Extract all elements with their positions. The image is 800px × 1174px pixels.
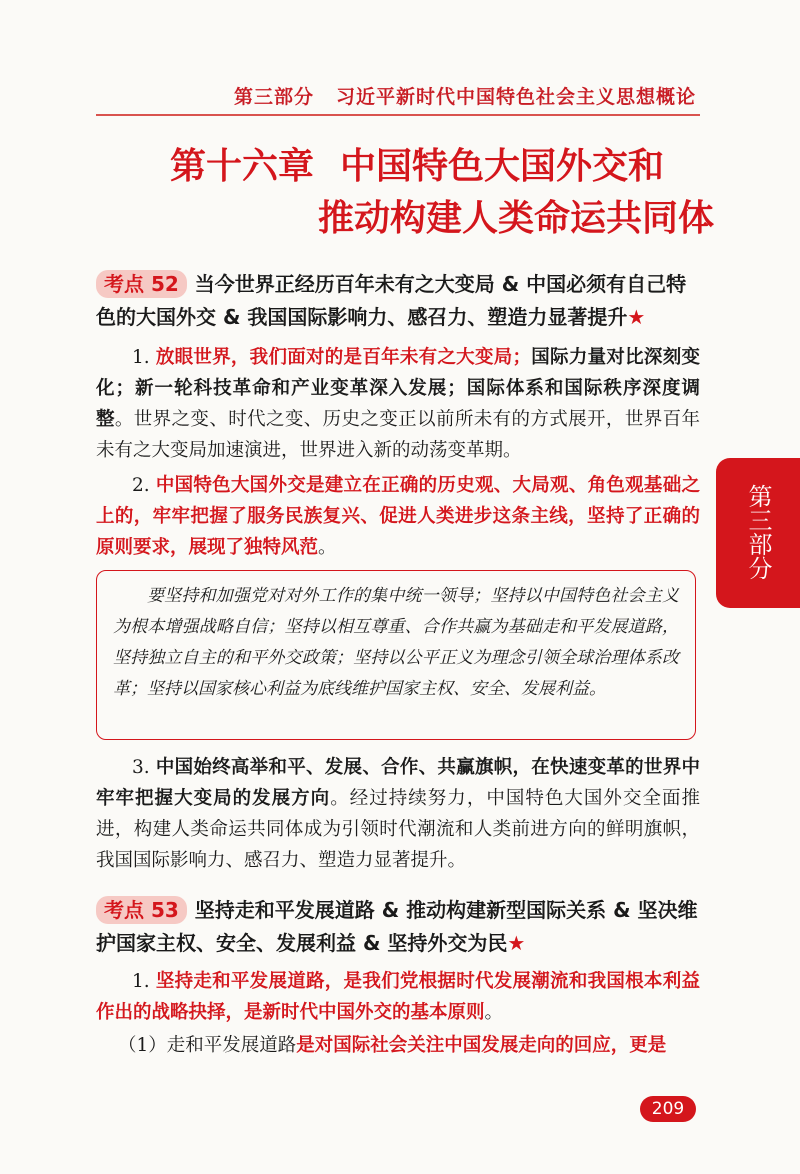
kp52-para-3: 3. 中国始终高举和平、发展、合作、共赢旗帜，在快速变革的世界中牢牢把握大变局的发展方向。经过持续努力，中国特色大国外交全面推进，构建人类命运共同体成为引领时代潮流和人类前进方向的鲜明旗帜，我国国际影响力、感召力、塑造力显著提升。 xyxy=(96,757,700,871)
kp53-p1-highlight: 坚持走和平发展道路，是我们党根据时代发展潮流和我国根本利益作出的战略抉择，是新时代中国外交的基本原则 xyxy=(96,971,700,1023)
star-icon: ★ xyxy=(627,305,646,329)
header-title: 习近平新时代中国特色社会主义思想概论 xyxy=(335,86,696,108)
star-icon: ★ xyxy=(507,931,526,955)
kp52-p2-highlight: 中国特色大国外交是建立在正确的历史观、大局观、角色观基础之上的，牢牢把握了服务民族复兴、促进人类进步这条主线，坚持了正确的原则要求，展现了独特风范 xyxy=(96,475,700,558)
kp52-title: 当今世界正经历百年未有之大变局 & 中国必须有自己特色的大国外交 & 我国国际影响力、感召力、塑造力显著提升 xyxy=(96,272,687,329)
kp53-title: 坚持走和平发展道路 & 推动构建新型国际关系 & 坚决维护国家主权、安全、发展利益 & 坚持外交为民 xyxy=(96,898,698,955)
kp52-badge: 考点 52 xyxy=(96,270,187,298)
kp52-p1-highlight: 放眼世界，我们面对的是百年未有之大变局； xyxy=(155,347,532,368)
page-number: 209 xyxy=(640,1096,696,1122)
chapter-title-line1: 中国特色大国外交和 xyxy=(340,145,665,187)
kp52-para-2: 2. 中国特色大国外交是建立在正确的历史观、大局观、角色观基础之上的，牢牢把握了服务民族复兴、促进人类进步这条主线，坚持了正确的原则要求，展现了独特风范。 xyxy=(96,475,700,558)
kp53-heading xyxy=(96,894,700,960)
side-tab-label: 第三部分 xyxy=(744,484,772,580)
kp53-p2-highlight: 是对国际社会关注中国发展走向的回应，更是 xyxy=(296,1035,667,1056)
header-part: 第三部分 xyxy=(233,86,314,108)
kp52-para-1: 1. 放眼世界，我们面对的是百年未有之大变局；国际力量对比深刻变化；新一轮科技革命和产业变革深入发展；国际体系和国际秩序深度调整。世界之变、时代之变、历史之变正以前所未有的方式展开，世界百年未有之大变局加速演进，世界进入新的动荡变革期。 xyxy=(96,347,700,461)
kp53-badge: 考点 53 xyxy=(96,896,187,924)
kp52-p1-bold: 国际力量对比深刻变化；新一轮科技革命和产业变革深入发展；国际体系和国际秩序深度调整 xyxy=(96,347,700,430)
kp53-para-1: 1. 坚持走和平发展道路，是我们党根据时代发展潮流和我国根本利益作出的战略抉择，是新时代中国外交的基本原则。 xyxy=(96,971,700,1023)
kp53-para-2: （1）走和平发展道路是对国际社会关注中国发展走向的回应，更是 xyxy=(118,1035,667,1056)
header-rule xyxy=(96,114,700,116)
key-points-box: 要坚持和加强党对对外工作的集中统一领导；坚持以中国特色社会主义为根本增强战略自信；坚持以相互尊重、合作共赢为基础走和平发展道路，坚持独立自主的和平外交政策；坚持以公平正义为理念引领全球治理体系改革；坚持以国家核心利益为底线维护国家主权、安全、发展利益。 xyxy=(96,570,696,740)
chapter-number: 第十六章 xyxy=(170,145,315,187)
chapter-title-line2: 推动构建人类命运共同体 xyxy=(318,197,715,239)
running-header xyxy=(96,82,696,109)
kp52-p3-bold: 中国始终高举和平、发展、合作、共赢旗帜，在快速变革的世界中牢牢把握大变局的发展方向 xyxy=(96,757,700,809)
kp52-heading xyxy=(96,268,700,334)
section-side-tab xyxy=(716,458,800,608)
chapter-title xyxy=(0,140,800,244)
